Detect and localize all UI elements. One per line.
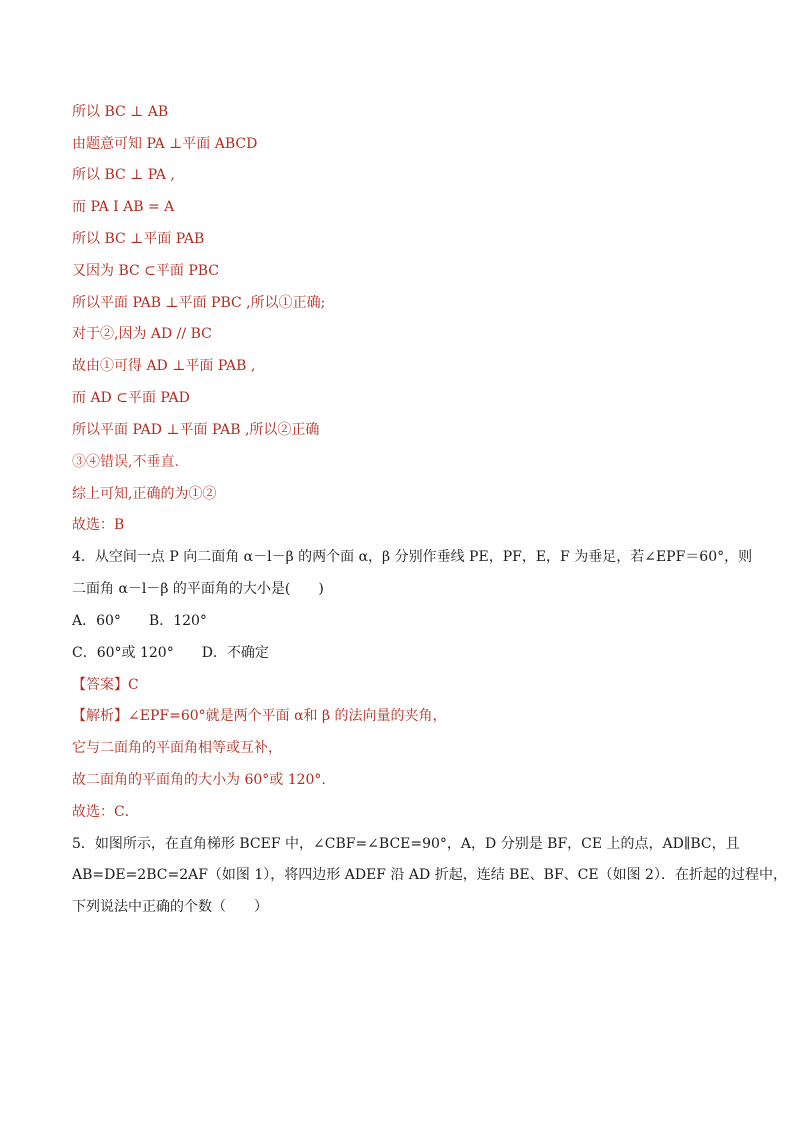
solution-line: 故选：B [72, 517, 125, 533]
solution-line: 故由①可得 AD ⊥平面 PAB , [72, 358, 256, 374]
solution-line: 对于②,因为 AD // BC [72, 326, 212, 342]
solution-line: 所以 BC ⊥ PA , [72, 167, 175, 183]
solution-line: 综上可知,正确的为①② [72, 486, 217, 502]
analysis-line: 【解析】∠EPF=60°就是两个平面 α和 β 的法向量的夹角， [72, 708, 447, 724]
analysis-line: 它与二面角的平面角相等或互补， [72, 740, 282, 756]
solution-line: 所以平面 PAB ⊥平面 PBC ,所以①正确; [72, 295, 326, 311]
solution-line: 而 PA I AB = A [72, 199, 175, 215]
solution-line: 由题意可知 PA ⊥平面 ABCD [72, 136, 258, 152]
question-5-stem-continued: AB=DE=2BC=2AF（如图 1），将四边形 ADEF 沿 AD 折起，连结 BE、BF、CE（如图 2）．在折起的过程中， [72, 867, 787, 883]
answer-label: 【答案】C [72, 677, 139, 693]
analysis-line: 故选：C． [72, 804, 139, 820]
solution-line: ③④错误,不垂直. [72, 454, 179, 470]
question-4-stem: 4．从空间一点 P 向二面角 α－l－β 的两个面 α，β 分别作垂线 PE，PF，E，F 为垂足，若∠EPF＝60°，则 [72, 549, 753, 565]
question-4-stem-continued: 二面角 α－l－β 的平面角的大小是( ) [72, 581, 324, 597]
question-4-options: C．60°或 120° D．不确定 [72, 645, 269, 661]
solution-line: 而 AD ⊂平面 PAD [72, 390, 190, 406]
solution-line: 又因为 BC ⊂平面 PBC [72, 263, 220, 279]
solution-line: 所以 BC ⊥ AB [72, 104, 169, 120]
solution-line: 所以平面 PAD ⊥平面 PAB ,所以②正确 [72, 422, 320, 438]
question-5-stem: 5．如图所示，在直角梯形 BCEF 中，∠CBF=∠BCE=90°，A，D 分别是 BF，CE 上的点，AD∥BC，且 [72, 836, 740, 852]
question-4-options: A．60° B．120° [72, 613, 207, 629]
question-5-stem-continued: 下列说法中正确的个数（ ） [72, 899, 268, 915]
solution-line: 所以 BC ⊥平面 PAB [72, 231, 205, 247]
analysis-line: 故二面角的平面角的大小为 60°或 120°. [72, 772, 326, 788]
